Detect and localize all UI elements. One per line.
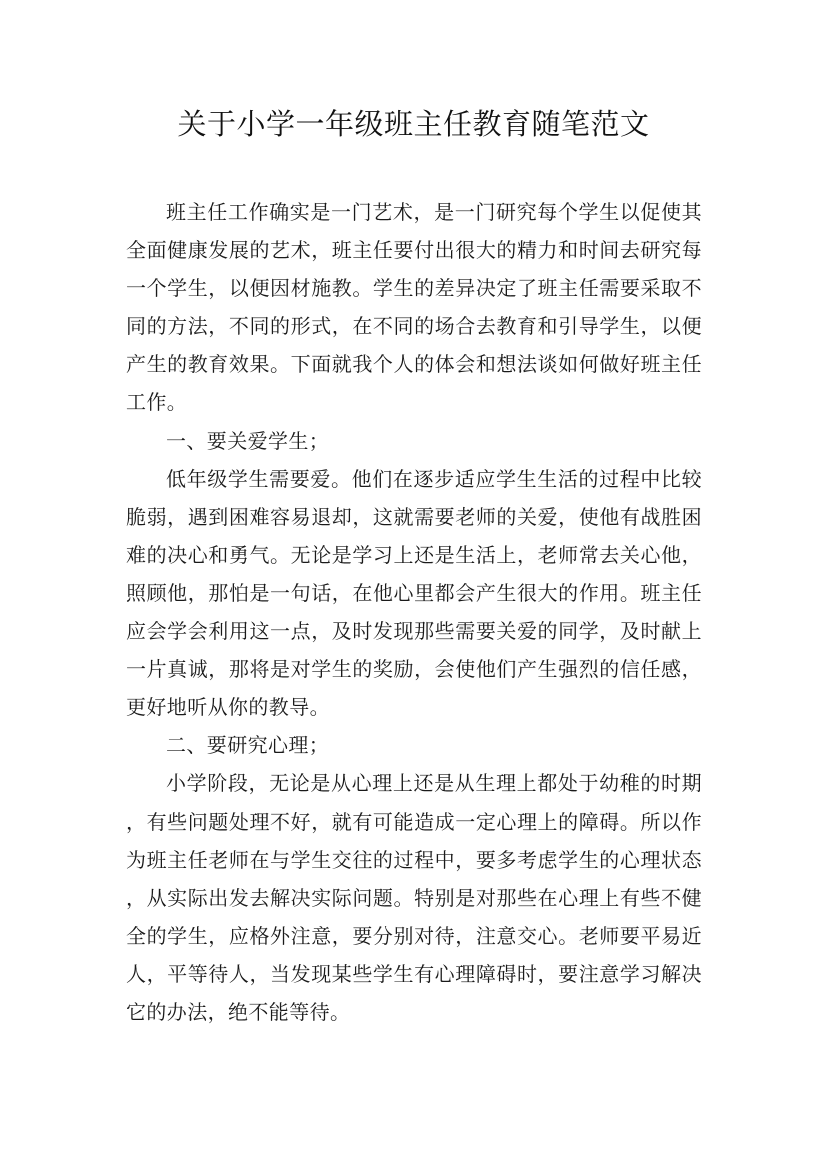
section-heading-2: 二、要研究心理； — [166, 733, 330, 758]
paragraph-intro: 班主任工作确实是一门艺术，是一门研究每个学生以促使其全面健康发展的艺术，班主任要付出很大的精力和时间去研究每一个学生，以便因材施教。学生的差异决定了班主任需要采取不同的方法，不同的形式，在不同的场合去教育和引导学生，以便产生的教育效果。下面就我个人的体会和想法谈如何做好班主任工作。 — [126, 200, 702, 415]
section-heading-1: 一、要关爱学生； — [166, 428, 330, 453]
document-body — [126, 193, 702, 1031]
document-title: 关于小学一年级班主任教育随笔范文 — [177, 107, 650, 141]
paragraph-section-1: 低年级学生需要爱。他们在逐步适应学生生活的过程中比较脆弱，遇到困难容易退却，这就需要老师的关爱，使他有战胜困难的决心和勇气。无论是学习上还是生活上，老师常去关心他，照顾他，那怕是一句话，在他心里都会产生很大的作用。班主任应会学会利用这一点，及时发现那些需要关爱的同学，及时献上一片真诚，那将是对学生的奖励，会使他们产生强烈的信任感，更好地听从你的教导。 — [126, 466, 702, 720]
paragraph-section-2: 小学阶段，无论是从心理上还是从生理上都处于幼稚的时期，有些问题处理不好，就有可能造成一定心理上的障碍。所以作为班主任老师在与学生交往的过程中，要多考虑学生的心理状态，从实际出发去解决实际问题。特别是对那些在心理上有些不健全的学生，应格外注意，要分别对待，注意交心。老师要平易近人，平等待人，当发现某些学生有心理障碍时，要注意学习解决它的办法，绝不能等待。 — [126, 771, 702, 1024]
